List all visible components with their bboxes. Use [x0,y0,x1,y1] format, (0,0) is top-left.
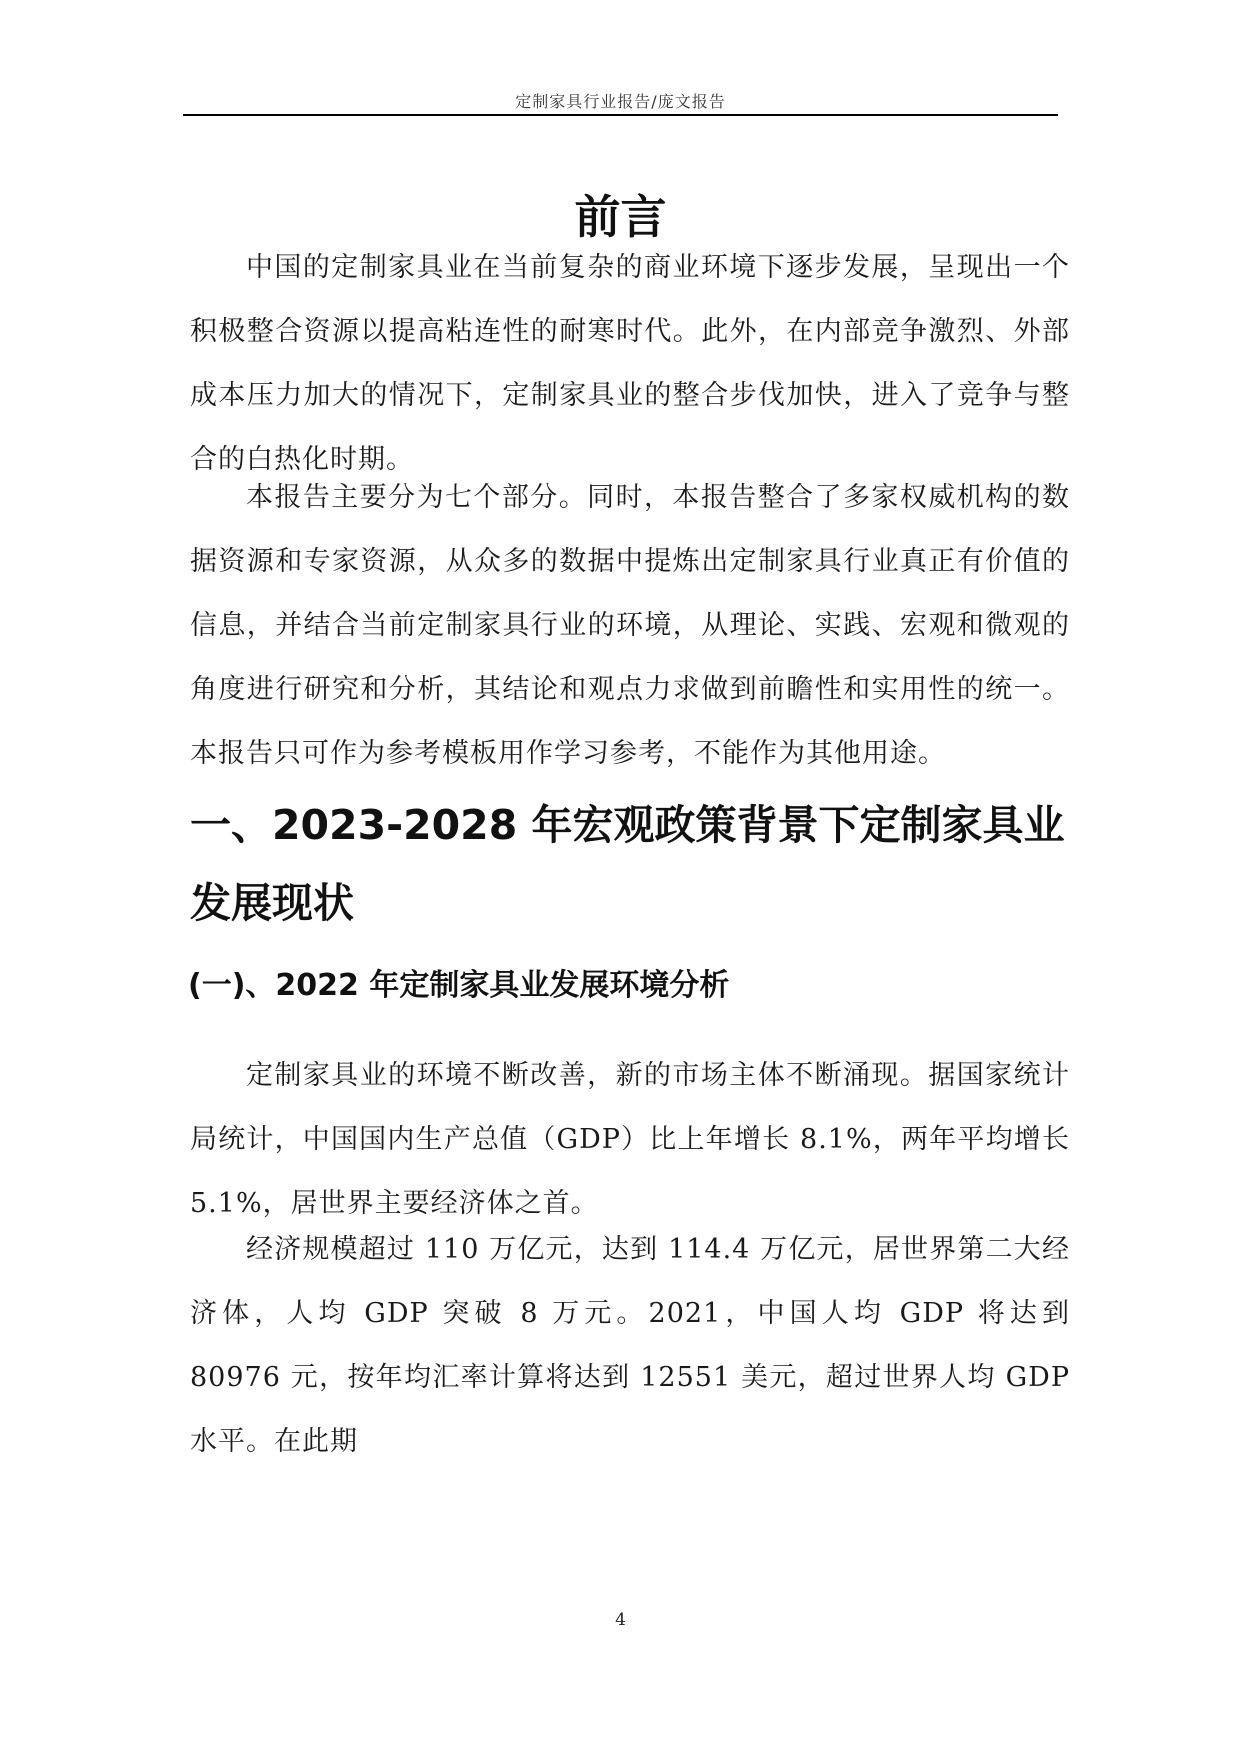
page-title: 前言 [574,189,667,244]
running-header: 定制家具行业报告/庞文报告 [515,92,726,111]
header-divider [183,114,1058,116]
subsection-heading-1: (一)、2022 年定制家具业发展环境分析 [188,968,730,1003]
preface-paragraph-1: 中国的定制家具业在当前复杂的商业环境下逐步发展，呈现出一个积极整合资源以提高粘连性的耐寒时代。此外，在内部竞争激烈、外部成本压力加大的情况下，定制家具业的整合步伐加快，进入了竞争与整合的白热化时期。 [190,252,1070,475]
body-paragraph-1: 定制家具业的环境不断改善，新的市场主体不断涌现。据国家统计局统计，中国国内生产总值（GDP）比上年增长 8.1%，两年平均增长 5.1%，居世界主要经济体之首。 [190,1060,1070,1219]
body-paragraph-2: 经济规模超过 110 万亿元，达到 114.4 万亿元，居世界第二大经济体，人均 GDP 突破 8 万元。2021，中国人均 GDP 将达到 80976 元，按年均汇率计算将达到 12551 美元，超过世界人均 GDP 水平。在此期 [190,1234,1070,1457]
section-heading-1: 一、2023-2028 年宏观政策背景下定制家具业发展现状 [190,801,1065,927]
preface-paragraph-2: 本报告主要分为七个部分。同时，本报告整合了多家权威机构的数据资源和专家资源，从众多的数据中提炼出定制家具行业真正有价值的信息，并结合当前定制家具行业的环境，从理论、实践、宏观和微观的角度进行研究和分析，其结论和观点力求做到前瞻性和实用性的统一。本报告只可作为参考模板用作学习参考，不能作为其他用途。 [190,482,1070,769]
page-number: 4 [615,1610,626,1630]
